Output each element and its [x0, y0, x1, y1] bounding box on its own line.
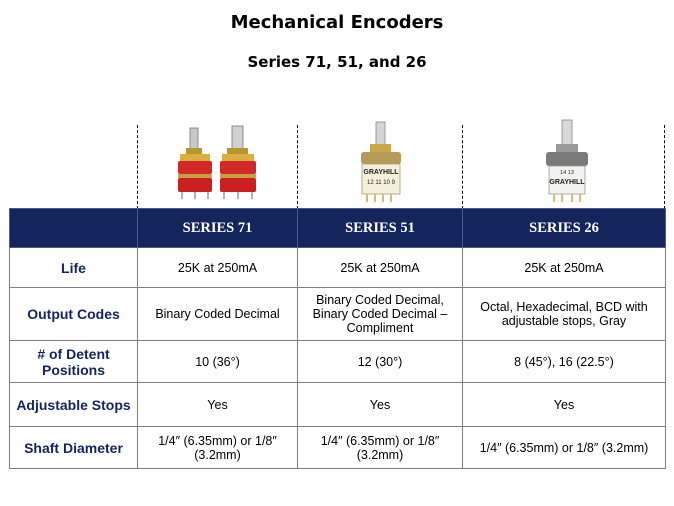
table-cell: Yes	[463, 383, 666, 427]
header-series-26: SERIES 26	[463, 209, 666, 248]
table-row-detent-positions	[10, 341, 666, 383]
svg-text:GRAYHILL: GRAYHILL	[549, 179, 585, 186]
table-row-shaft-diameter	[10, 427, 666, 469]
row-label: Life	[10, 248, 138, 288]
row-label: Adjustable Stops	[10, 383, 138, 427]
table-cell: 12 (30°)	[298, 341, 463, 383]
series-26-encoder-image	[536, 118, 596, 204]
svg-text:14 13: 14 13	[560, 170, 574, 176]
header-series-71: SERIES 71	[138, 209, 298, 248]
series-51-encoder-image	[352, 120, 412, 204]
row-label: # of Detent Positions	[10, 341, 138, 383]
table-cell: Binary Coded Decimal	[138, 288, 298, 341]
table-cell: Yes	[138, 383, 298, 427]
table-row-adjustable-stops	[10, 383, 666, 427]
table-cell: 1/4″ (6.35mm) or 1/8″ (3.2mm)	[463, 427, 666, 469]
svg-text:12 11 10 9: 12 11 10 9	[367, 180, 395, 186]
table-cell: 8 (45°), 16 (22.5°)	[463, 341, 666, 383]
page-title: Mechanical Encoders	[230, 12, 444, 33]
table-row-output-codes	[10, 288, 666, 341]
page-subtitle: Series 71, 51, and 26	[247, 53, 427, 71]
header-series-51: SERIES 51	[298, 209, 463, 248]
column-divider-dashed	[137, 125, 138, 209]
table-cell: Yes	[298, 383, 463, 427]
column-divider-dashed	[297, 125, 298, 209]
series-71-encoder-image	[172, 124, 268, 202]
table-cell: 10 (36°)	[138, 341, 298, 383]
column-divider-dashed	[664, 125, 665, 209]
table-cell: Binary Coded Decimal, Binary Coded Decimal – Compliment	[298, 288, 463, 341]
row-label: Shaft Diameter	[10, 427, 138, 469]
table-cell: 1/4″ (6.35mm) or 1/8″ (3.2mm)	[138, 427, 298, 469]
table-cell: 25K at 250mA	[138, 248, 298, 288]
encoder-spec-table	[9, 208, 666, 469]
table-cell: 25K at 250mA	[463, 248, 666, 288]
table-row-life	[10, 248, 666, 288]
table-cell: Octal, Hexadecimal, BCD with adjustable stops, Gray	[463, 288, 666, 341]
table-cell: 1/4″ (6.35mm) or 1/8″ (3.2mm)	[298, 427, 463, 469]
header-cell-empty	[10, 209, 138, 248]
table-header-row	[10, 209, 666, 248]
table-cell: 25K at 250mA	[298, 248, 463, 288]
column-divider-dashed	[462, 125, 463, 209]
svg-text:GRAYHILL: GRAYHILL	[363, 169, 399, 176]
row-label: Output Codes	[10, 288, 138, 341]
